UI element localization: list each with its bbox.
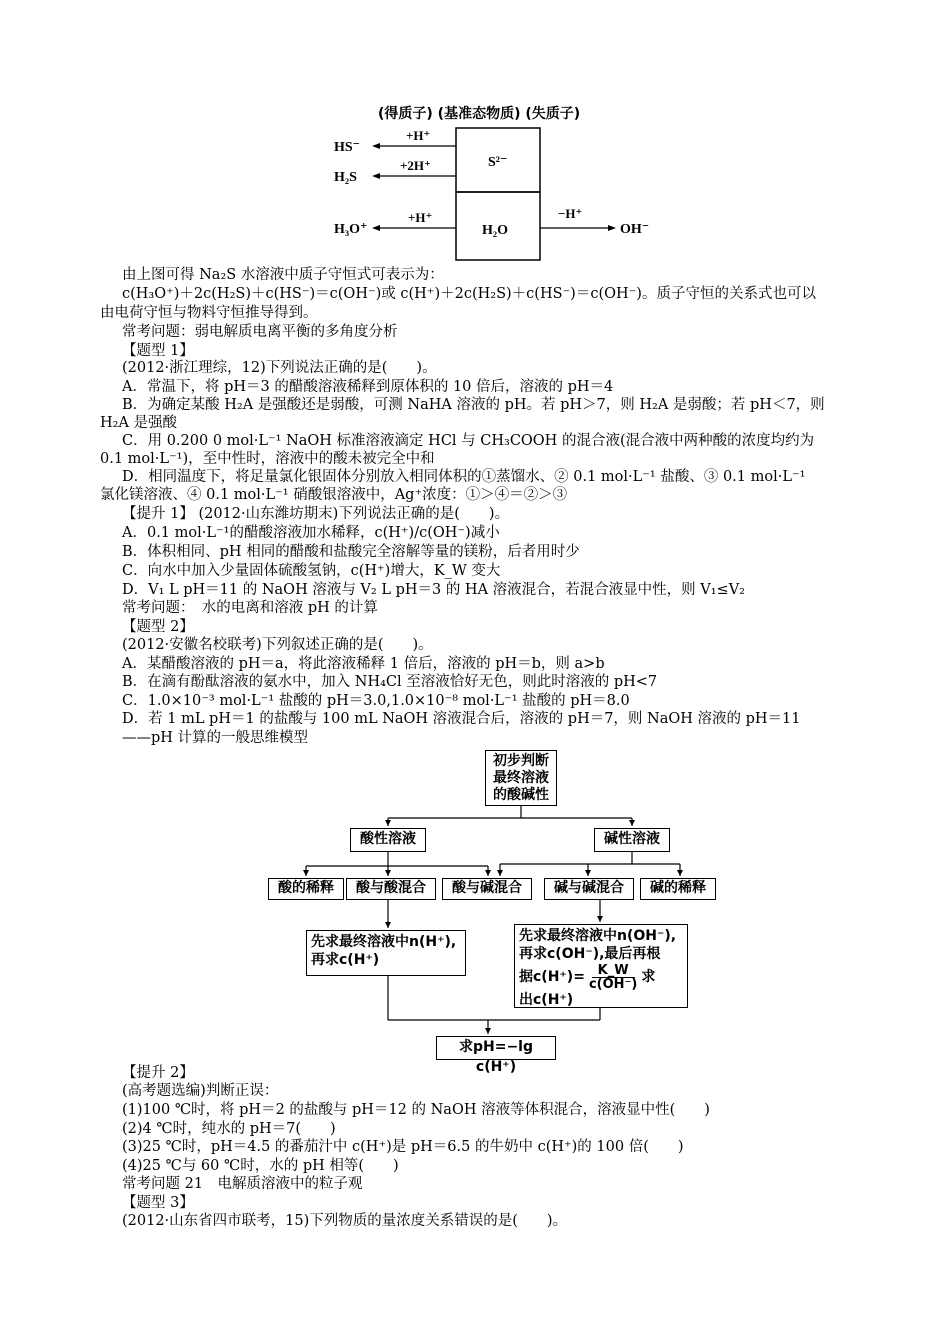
- flow-branch-acid-base: 酸与碱混合: [442, 878, 532, 900]
- flow-branch-base-base: 碱与碱混合: [544, 878, 634, 900]
- right-calc-line-4: 出c(H⁺): [519, 992, 574, 1008]
- text-line: 【提升 1】 (2012·山东潍坊期末)下列说法正确的是( )。: [122, 506, 510, 522]
- text-line: 氯化镁溶液、④ 0.1 mol·L⁻¹ 硝酸银溶液中，Ag⁺浓度：①＞④＝②＞③: [100, 487, 568, 503]
- fraction-numerator: K_W: [592, 964, 635, 978]
- arrow-label-1: +H⁺: [406, 128, 431, 143]
- text-line: H₂A 是强酸: [100, 415, 178, 431]
- text-line: (2012·浙江理综，12)下列说法正确的是( )。: [122, 360, 437, 376]
- text-line: c(H₃O⁺)＋2c(H₂S)＋c(HS⁻)＝c(OH⁻)或 c(H⁺)＋2c(H₂S)＋c(HS⁻)＝c(OH⁻)。质子守恒的关系式也可以: [122, 286, 816, 302]
- text-line: B．体积相同、pH 相同的醋酸和盐酸完全溶解等量的镁粉，后者用时少: [122, 544, 580, 560]
- text-line: B．为确定某酸 H₂A 是强酸还是弱酸，可测 NaHA 溶液的 pH。若 pH＞7，则 H₂A 是弱酸；若 pH＜7，则: [122, 397, 825, 413]
- text-line: 【提升 2】: [122, 1065, 194, 1081]
- text-line: 常考问题：弱电解质电离平衡的多角度分析: [122, 324, 398, 340]
- text-line: 由电荷守恒与物料守恒推导得到。: [100, 305, 318, 321]
- text-line: 0.1 mol·L⁻¹)，至中性时，溶液中的酸未被完全中和: [100, 451, 435, 467]
- text-line: (2012·安徽名校联考)下列叙述正确的是( )。: [122, 637, 433, 653]
- text-line: A．常温下，将 pH＝3 的醋酸溶液稀释到原体积的 10 倍后，溶液的 pH＝4: [122, 379, 614, 395]
- arrow-label-3: +H⁺: [408, 210, 433, 225]
- text-line: D．V₁ L pH＝11 的 NaOH 溶液与 V₂ L pH＝3 的 HA 溶液混合，若混合液显中性，则 V₁≤V₂: [122, 582, 745, 598]
- flow-top-box: 初步判断 最终溶液 的酸碱性: [485, 750, 557, 806]
- arrow-label-2: +2H⁺: [400, 158, 431, 173]
- text-line: D．相同温度下，将足量氯化银固体分别放入相同体积的①蒸馏水、② 0.1 mol·L⁻¹ 盐酸、③ 0.1 mol·L⁻¹: [122, 469, 806, 485]
- flow-base-box: 碱性溶液: [594, 828, 670, 852]
- species-h3o: H₃O⁺: [334, 222, 368, 237]
- text-line: (3)25 ℃时，pH＝4.5 的番茄汁中 c(H⁺)是 pH＝6.5 的牛奶中 c(H⁺)的 100 倍( ): [122, 1139, 684, 1155]
- text-line: 常考问题： 水的电离和溶液 pH 的计算: [122, 600, 378, 616]
- right-calc-formula-prefix: 据c(H⁺)=: [519, 969, 585, 985]
- flow-final-box: 求pH=−lg c(H⁺): [436, 1036, 556, 1060]
- text-line: C．1.0×10⁻³ mol·L⁻¹ 盐酸的 pH＝3.0,1.0×10⁻⁸ mol·L⁻¹ 盐酸的 pH＝8.0: [122, 693, 630, 709]
- species-hs: HS⁻: [334, 140, 361, 155]
- right-calc-line-2: 再求c(OH⁻),最后再根: [519, 946, 661, 962]
- right-calc-formula-suffix: 求: [641, 969, 656, 985]
- text-line: 【题型 3】: [122, 1195, 194, 1211]
- right-arrow-label: −H⁺: [558, 206, 583, 221]
- flow-branch-base-dilution: 碱的稀释: [640, 878, 716, 900]
- box-bottom-species: H₂O: [482, 223, 508, 238]
- species-oh: OH⁻: [620, 222, 650, 237]
- text-line: (1)100 ℃时，将 pH＝2 的盐酸与 pH＝12 的 NaOH 溶液等体积混合，溶液显中性( ): [122, 1102, 710, 1118]
- species-h2s: H₂S: [334, 170, 357, 185]
- text-line: C．向水中加入少量固体硫酸氢钠，c(H⁺)增大，K_W 变大: [122, 563, 501, 579]
- text-line: C．用 0.200 0 mol·L⁻¹ NaOH 标准溶液滴定 HCl 与 CH₃COOH 的混合液(混合液中两种酸的浓度均约为: [122, 433, 815, 449]
- text-line: A．0.1 mol·L⁻¹的醋酸溶液加水稀释，c(H⁺)/c(OH⁻)减小: [122, 525, 500, 541]
- text-line: A．某醋酸溶液的 pH＝a，将此溶液稀释 1 倍后，溶液的 pH＝b，则 a>b: [122, 656, 605, 672]
- right-calc-line-1: 先求最终溶液中n(OH⁻),: [519, 928, 677, 944]
- flow-branch-acid-acid: 酸与酸混合: [346, 878, 436, 900]
- right-calc-fraction: [589, 964, 637, 991]
- flow-right-calc-box: [514, 924, 688, 1008]
- text-line: (2012·山东省四市联考，15)下列物质的量浓度关系错误的是( )。: [122, 1213, 568, 1229]
- text-line: ——pH 计算的一般思维模型: [122, 730, 309, 746]
- box-top-species: S²⁻: [488, 155, 508, 170]
- flow-branch-acid-dilution: 酸的稀释: [268, 878, 344, 900]
- text-line: (4)25 ℃与 60 ℃时，水的 pH 相等( ): [122, 1158, 399, 1174]
- right-calc-line-3: [519, 963, 683, 991]
- proton-diagram-header: (得质子) (基准态物质) (失质子): [378, 106, 581, 122]
- text-line: 【题型 2】: [122, 619, 194, 635]
- flow-left-calc-box: 先求最终溶液中n(H⁺), 再求c(H⁺): [306, 930, 466, 976]
- text-line: (2)4 ℃时，纯水的 pH＝7( ): [122, 1121, 336, 1137]
- flow-acid-box: 酸性溶液: [350, 828, 426, 852]
- text-line: 由上图可得 Na₂S 水溶液中质子守恒式可表示为：: [122, 267, 444, 283]
- text-line: D．若 1 mL pH＝1 的盐酸与 100 mL NaOH 溶液混合后，溶液的 pH＝7，则 NaOH 溶液的 pH＝11: [122, 711, 801, 727]
- text-line: 【题型 1】: [122, 343, 194, 359]
- text-line: (高考题选编)判断正误：: [122, 1083, 279, 1099]
- text-line: 常考问题 21 电解质溶液中的粒子观: [122, 1176, 363, 1192]
- text-line: B．在滴有酚酞溶液的氨水中，加入 NH₄Cl 至溶液恰好无色，则此时溶液的 pH<7: [122, 674, 658, 690]
- fraction-denominator: c(OH⁻): [588, 976, 638, 992]
